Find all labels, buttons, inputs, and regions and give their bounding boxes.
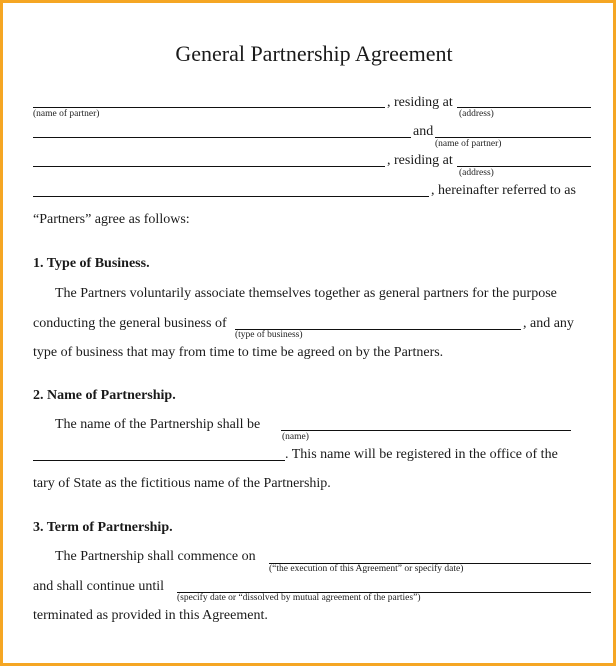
and-text: and — [413, 124, 434, 139]
partner-name-line-2a — [33, 137, 411, 138]
address-line-1 — [457, 107, 591, 108]
section-2-line-1: The name of the Partnership shall be — [55, 417, 261, 432]
specify-date-label: (specify date or “dissolved by mutual agreement of the parties”) — [177, 593, 421, 603]
document-title: General Partnership Agreement — [175, 41, 453, 66]
partner-line-3 — [33, 196, 429, 197]
section-1-line-3: type of business that may from time to time be agreed on by the Partners. — [33, 345, 444, 360]
section-1-line-2-start: conducting the general business of — [33, 316, 227, 331]
section-3-line-1: The Partnership shall commence on — [55, 549, 256, 564]
execution-label: (“the execution of this Agreement” or specify date) — [269, 564, 464, 574]
section-2-line-3: tary of State as the fictitious name of the Partnership. — [33, 476, 331, 491]
name-of-partner-label-2: (name of partner) — [435, 139, 502, 149]
residing-at-text-1: , residing at — [387, 95, 453, 110]
section-1-line-1: The Partners voluntarily associate themselves together as general partners for the purpose — [55, 286, 557, 301]
partner-name-line-2b — [435, 137, 591, 138]
address-label-2: (address) — [459, 168, 494, 178]
name-label: (name) — [282, 432, 309, 442]
section-2-heading: 2. Name of Partnership. — [33, 388, 176, 403]
partnership-name-line — [281, 430, 571, 431]
name-of-partner-label-1: (name of partner) — [33, 109, 100, 119]
residing-at-text-2: , residing at — [387, 153, 453, 168]
partners-agree-text: “Partners” agree as follows: — [33, 212, 190, 227]
address-line-2 — [457, 166, 591, 167]
partnership-name-line-2 — [33, 460, 285, 461]
section-2-line-2: . This name will be registered in the office of the — [285, 447, 558, 462]
section-1-heading: 1. Type of Business. — [33, 256, 150, 271]
address-label-1: (address) — [459, 109, 494, 119]
section-3-heading: 3. Term of Partnership. — [33, 520, 173, 535]
hereinafter-text: , hereinafter referred to as — [431, 183, 576, 198]
section-1-line-2-end: , and any — [523, 316, 574, 331]
partner-address-lead-line — [33, 166, 385, 167]
type-of-business-label: (type of business) — [235, 330, 303, 340]
section-3-line-2: and shall continue until — [33, 579, 165, 594]
section-3-line-3: terminated as provided in this Agreement. — [33, 608, 268, 623]
partner-name-line-1 — [33, 107, 385, 108]
